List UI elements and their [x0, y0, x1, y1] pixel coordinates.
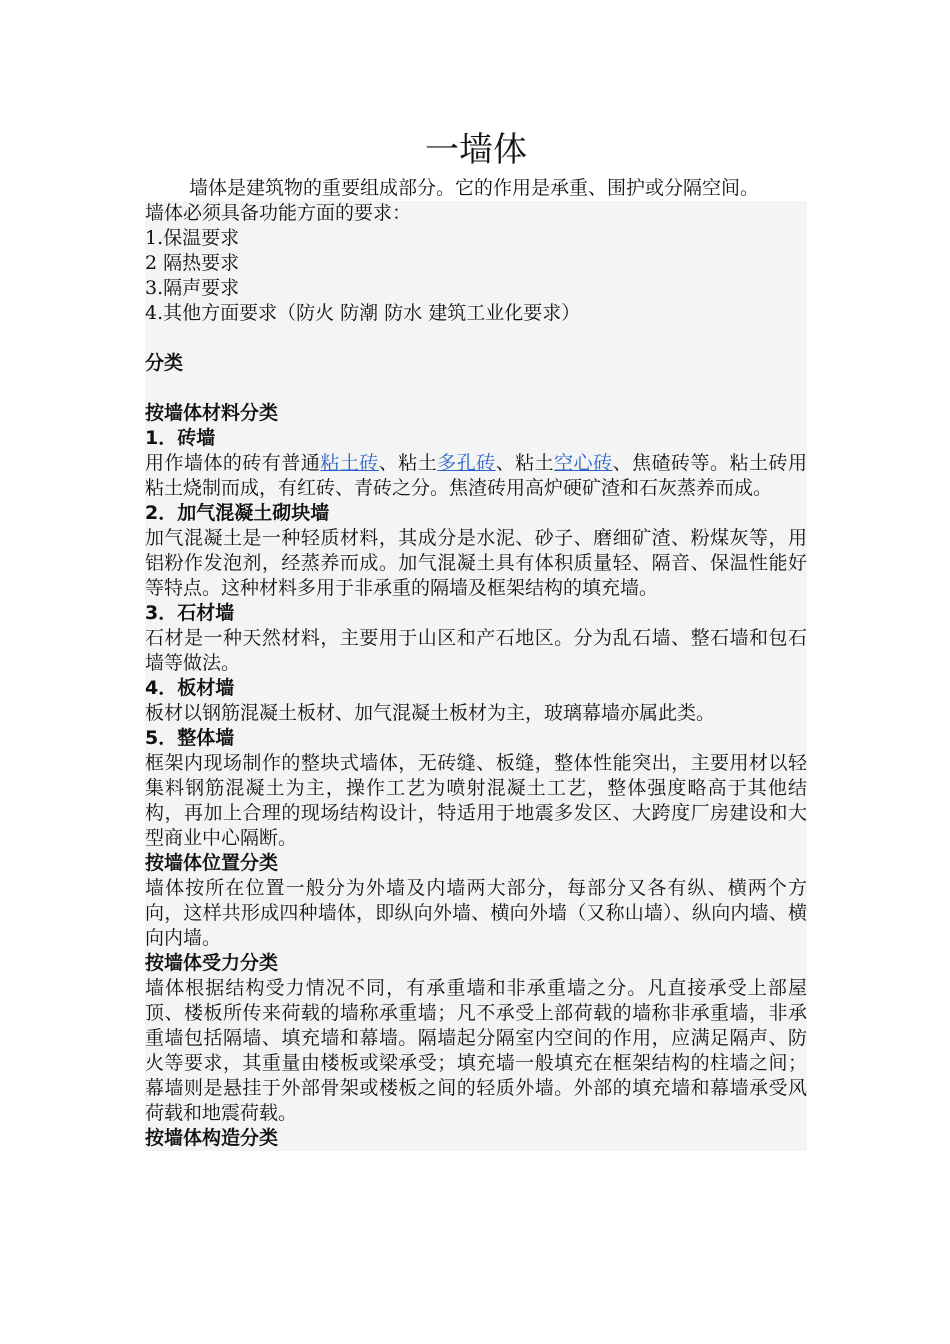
perforated-brick-link[interactable]: 多孔砖 [437, 452, 496, 474]
clay-brick-link[interactable]: 粘土砖 [320, 452, 379, 474]
brick-wall-title: 1．砖墙 [145, 427, 216, 449]
requirement-item: 3.隔声要求 [145, 277, 240, 299]
requirements-heading: 墙体必须具备功能方面的要求： [145, 202, 412, 224]
monolithic-wall-text: 框架内现场制作的整块式墙体，无砖缝、板缝，整体性能突出，主要用材以轻集料钢筋混凝土为主，操作工艺为喷射混凝土工艺，整体强度略高于其他结构，再加上合理的现场结构设计，特适用于地震多发区、大跨度厂房建设和大型商业中心隔断。 [145, 752, 807, 849]
requirement-item: 4.其他方面要求（防火 防潮 防水 建筑工业化要求） [145, 302, 581, 324]
monolithic-wall-title: 5．整体墙 [145, 727, 235, 749]
text-run: 、粘土 [378, 452, 438, 474]
intro-paragraph: 墙体是建筑物的重要组成部分。它的作用是承重、围护或分隔空间。 [189, 177, 760, 199]
page-title: 一墙体 [425, 130, 527, 170]
spacer [145, 326, 807, 351]
spacer [145, 376, 807, 401]
requirement-item: 1.保温要求 [145, 227, 240, 249]
construction-heading: 按墙体构造分类 [145, 1127, 279, 1149]
stone-wall-title: 3．石材墙 [145, 602, 235, 624]
text-run: 用作墙体的砖有普通 [145, 452, 321, 474]
text-run: 、粘土 [495, 452, 555, 474]
panel-wall-title: 4．板材墙 [145, 677, 235, 699]
shaded-content [145, 201, 807, 1151]
brick-wall-text [145, 451, 807, 501]
load-heading: 按墙体受力分类 [145, 952, 279, 974]
classification-heading: 分类 [145, 352, 184, 374]
requirement-item: 2 隔热要求 [145, 252, 240, 274]
position-text: 墙体按所在位置一般分为外墙及内墙两大部分，每部分又各有纵、横两个方向，这样共形成四种墙体，即纵向外墙、横向外墙（又称山墙）、纵向内墙、横向内墙。 [145, 877, 807, 949]
text-run: 、焦碴砖等。粘土砖用粘土烧制而成，有红砖、青砖之分。焦渣砖用高炉硬矿渣和石灰蒸养而成。 [145, 452, 807, 499]
panel-wall-text: 板材以钢筋混凝土板材、加气混凝土板材为主，玻璃幕墙亦属此类。 [145, 702, 716, 724]
stone-wall-text: 石材是一种天然材料，主要用于山区和产石地区。分为乱石墙、整石墙和包石墙等做法。 [145, 627, 807, 674]
load-text: 墙体根据结构受力情况不同，有承重墙和非承重墙之分。凡直接承受上部屋顶、楼板所传来荷载的墙称承重墙；凡不承受上部荷载的墙称非承重墙，非承重墙包括隔墙、填充墙和幕墙。隔墙起分隔室内空间的作用，应满足隔声、防火等要求，其重量由楼板或梁承受；填充墙一般填充在框架结构的柱墙之间；幕墙则是悬挂于外部骨架或楼板之间的轻质外墙。外部的填充墙和幕墙承受风荷载和地震荷载。 [145, 977, 807, 1124]
document-page [145, 128, 807, 1151]
aerated-wall-text: 加气混凝土是一种轻质材料，其成分是水泥、砂子、磨细矿渣、粉煤灰等，用铝粉作发泡剂，经蒸养而成。加气混凝土具有体积质量轻、隔音、保温性能好等特点。这种材料多用于非承重的隔墙及框架结构的填充墙。 [145, 527, 807, 599]
aerated-wall-title: 2．加气混凝土砌块墙 [145, 502, 330, 524]
material-heading: 按墙体材料分类 [145, 402, 279, 424]
hollow-brick-link[interactable]: 空心砖 [554, 452, 613, 474]
position-heading: 按墙体位置分类 [145, 852, 279, 874]
